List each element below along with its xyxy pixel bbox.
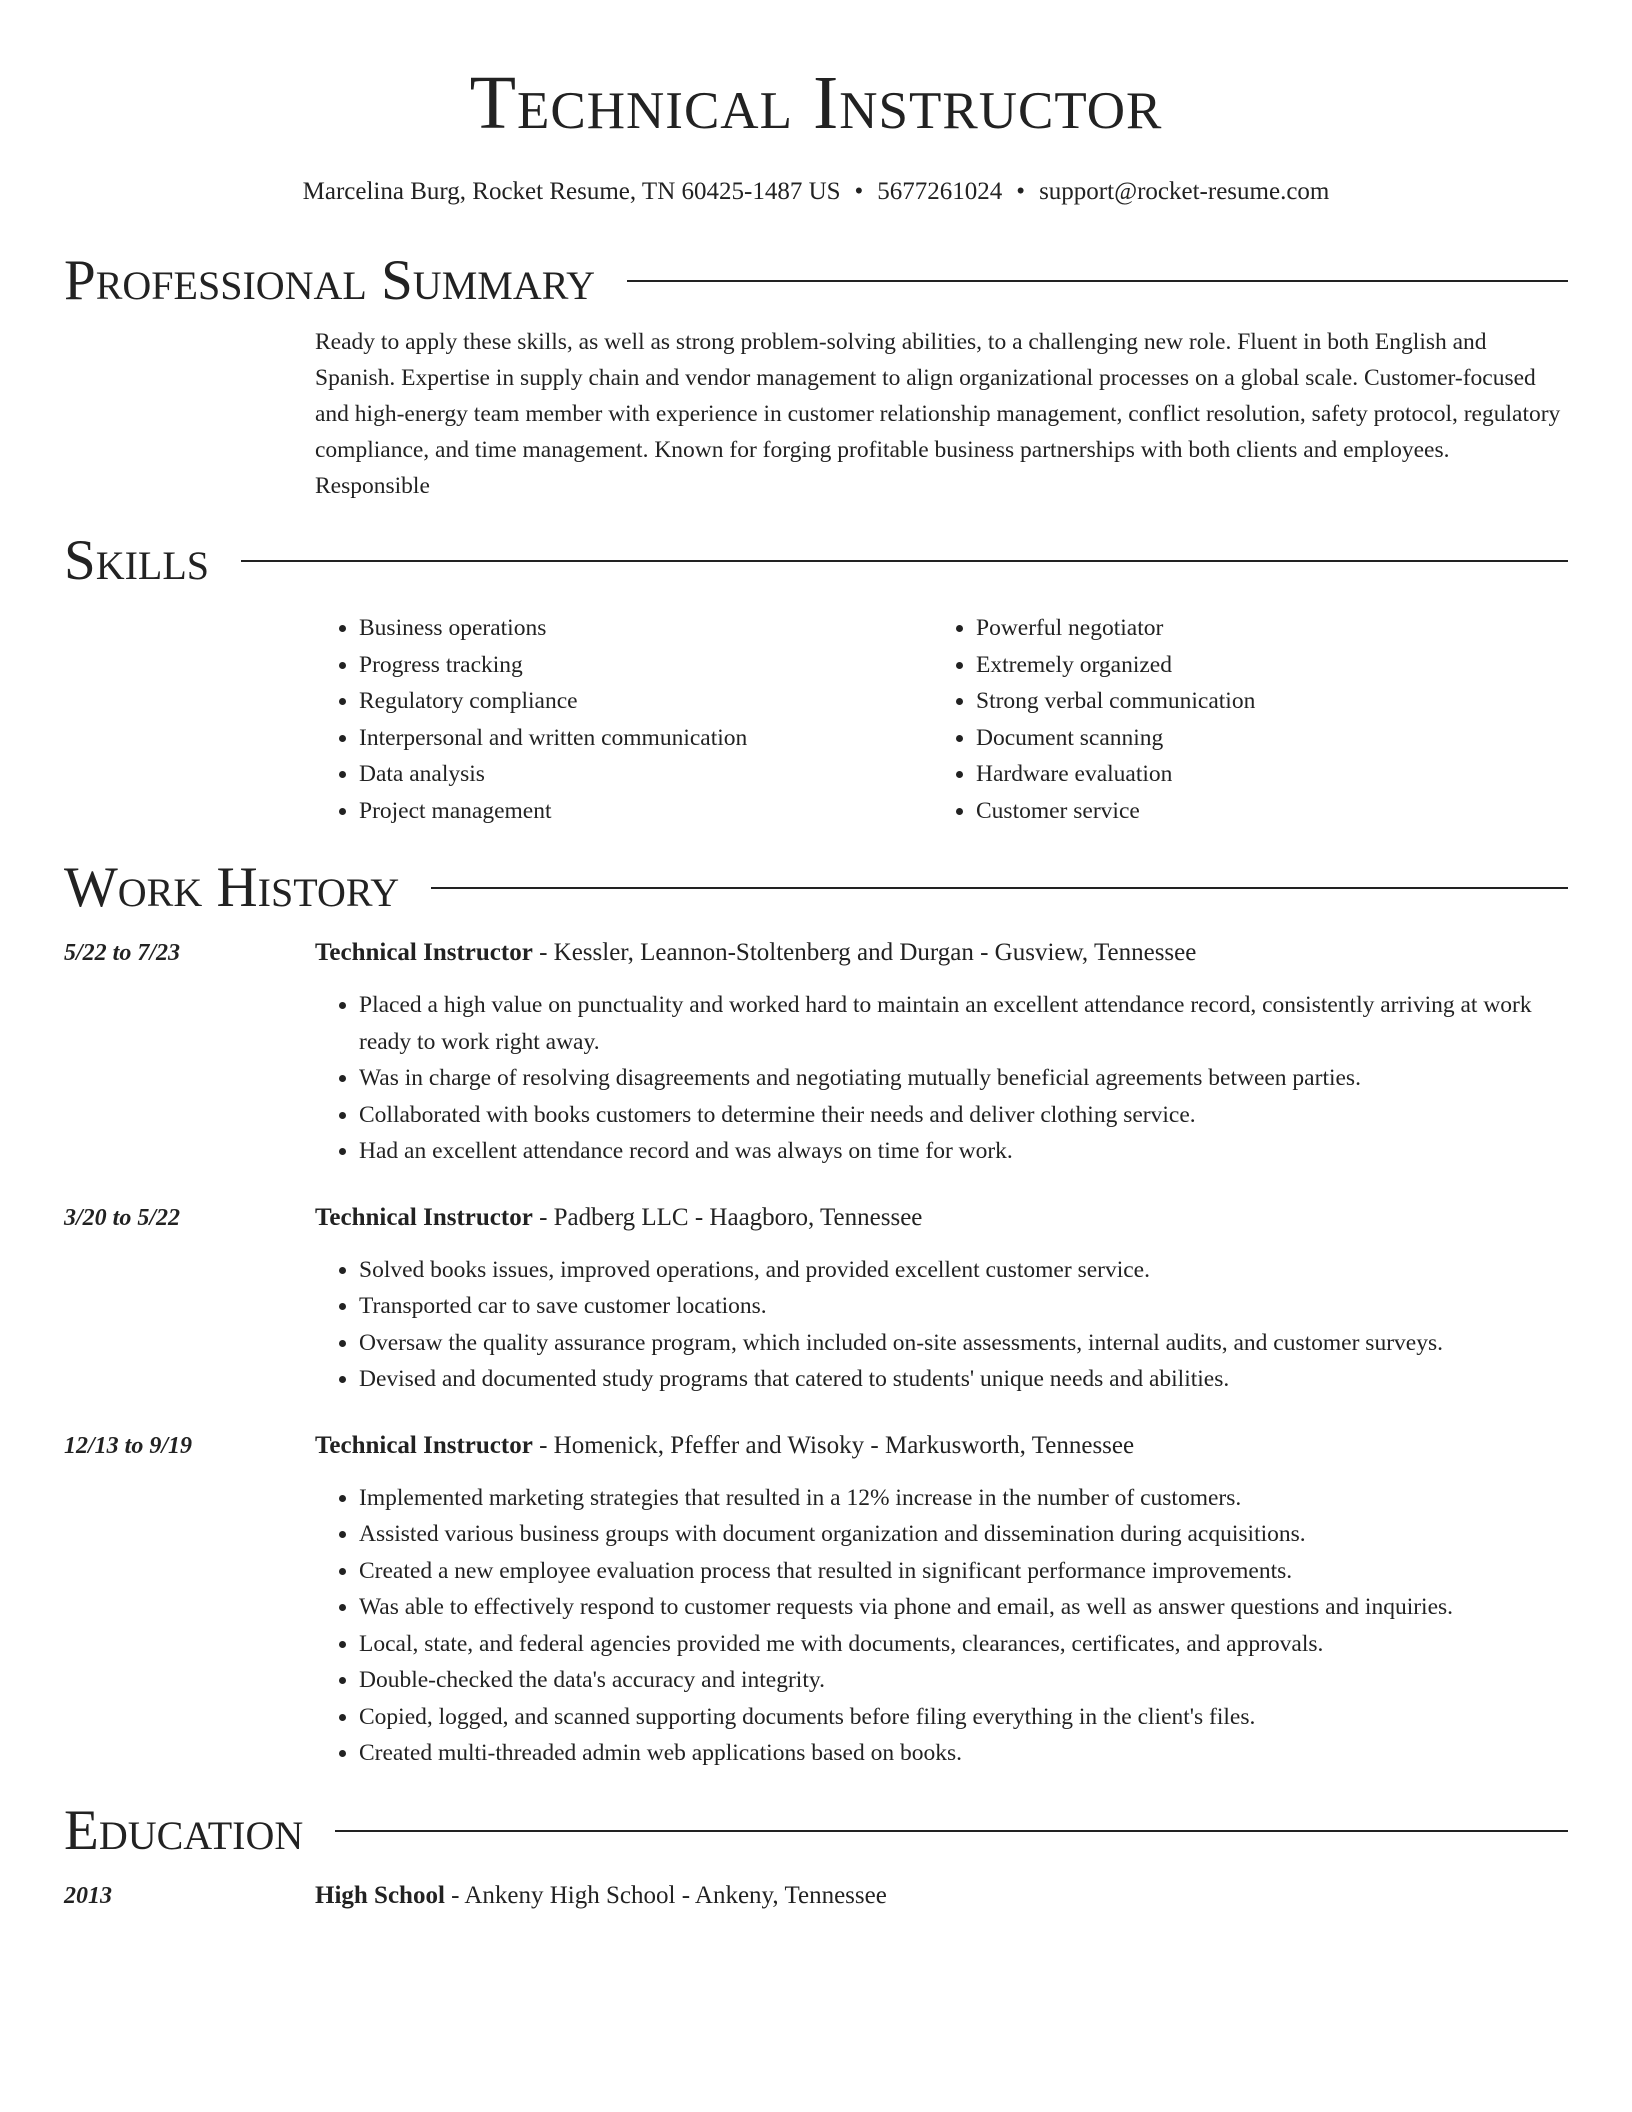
section-divider <box>431 887 1568 889</box>
job-title-line <box>315 935 1568 971</box>
job-dates: 12/13 to 9/19 <box>64 1432 193 1459</box>
summary-text: Ready to apply these skills, as well as strong problem-solving abilities, to a challenging new role. Fluent in both English and Spanish. Expertise in supply chain and vendor management to align organizational processes on a global scale. Customer-focused and high-energy team member with experience in customer relationship management, conflict resolution, safety protocol, regulatory compliance, and time management. Known for forging profitable business partnerships with both clients and employees. Responsible <box>315 329 1561 499</box>
skill-item: • Extremely organized <box>976 647 1549 684</box>
section-divider <box>241 560 1568 562</box>
work-heading: Work History <box>64 856 400 919</box>
skills-section-header <box>64 528 1568 594</box>
skill-item: • Powerful negotiator <box>976 610 1549 647</box>
job-details: - Homenick, Pfeffer and Wisoky - Markusworth, Tennessee <box>532 1431 1135 1459</box>
education-section-header <box>64 1798 1568 1864</box>
skill-item: • Data analysis <box>359 756 932 793</box>
summary-section-header <box>64 248 1568 314</box>
skills-heading: Skills <box>64 529 210 592</box>
skill-item: • Hardware evaluation <box>976 756 1549 793</box>
education-details: - Ankeny High School - Ankeny, Tennessee <box>444 1881 887 1909</box>
contact-address: Marcelina Burg, Rocket Resume, TN 60425-1487 US <box>302 178 841 205</box>
job-details: - Kessler, Leannon-Stoltenberg and Durgan - Gusview, Tennessee <box>532 939 1197 966</box>
education-year: 2013 <box>64 1882 112 1909</box>
job-bullet: • Collaborated with books customers to determine their needs and deliver clothing service. <box>359 1097 1568 1134</box>
skill-item: • Document scanning <box>976 720 1549 757</box>
job-entry <box>64 935 1568 1170</box>
job-role: Technical Instructor <box>315 1431 533 1459</box>
job-bullet: • Created multi-threaded admin web applications based on books. <box>359 1735 1568 1772</box>
education-title-line <box>315 1878 887 1914</box>
job-bullet: • Transported car to save customer locations. <box>359 1288 1568 1325</box>
job-details: - Padberg LLC - Haagboro, Tennessee <box>532 1203 923 1231</box>
resume-title: Technical Instructor <box>469 61 1163 145</box>
job-bullet: • Oversaw the quality assurance program, which included on-site assessments, internal audits, and customer surveys. <box>359 1325 1568 1362</box>
contact-separator: • <box>1016 178 1026 205</box>
contact-phone: 5677261024 <box>877 178 1003 205</box>
job-bullet: • Was able to effectively respond to customer requests via phone and email, as well as answer questions and inquiries. <box>359 1589 1568 1626</box>
job-dates: 3/20 to 5/22 <box>64 1204 181 1231</box>
skill-item: • Regulatory compliance <box>359 683 932 720</box>
section-divider <box>335 1830 1568 1832</box>
contact-separator: • <box>854 178 864 205</box>
job-bullet: • Copied, logged, and scanned supporting documents before filing everything in the client's files. <box>359 1699 1568 1736</box>
job-bullet: • Was in charge of resolving disagreements and negotiating mutually beneficial agreements between parties. <box>359 1060 1568 1097</box>
skill-item: • Project management <box>359 793 932 830</box>
skill-item: • Customer service <box>976 793 1549 830</box>
section-divider <box>627 280 1568 282</box>
education-degree: High School <box>315 1881 445 1909</box>
education-entry <box>64 1878 1568 1914</box>
job-bullet: • Assisted various business groups with document organization and dissemination during acquisitions. <box>359 1516 1568 1553</box>
skill-item: • Progress tracking <box>359 647 932 684</box>
job-entry <box>64 1428 1568 1772</box>
education-heading: Education <box>64 1798 304 1862</box>
job-bullet: • Double-checked the data's accuracy and integrity. <box>359 1662 1568 1699</box>
job-bullet: • Had an excellent attendance record and was always on time for work. <box>359 1133 1568 1170</box>
job-entry <box>64 1200 1568 1398</box>
skills-list <box>315 610 1568 829</box>
work-section-header <box>64 855 1568 921</box>
job-dates: 5/22 to 7/23 <box>64 940 181 966</box>
job-title-line <box>315 1428 1568 1464</box>
job-bullet: • Devised and documented study programs that catered to students' unique needs and abilities. <box>359 1361 1568 1398</box>
job-bullet: • Created a new employee evaluation process that resulted in significant performance improvements. <box>359 1553 1568 1590</box>
contact-line <box>64 176 1568 208</box>
skills-column-right <box>932 610 1549 829</box>
job-bullets <box>315 1252 1568 1398</box>
job-role: Technical Instructor <box>315 1203 533 1231</box>
contact-email: support@rocket-resume.com <box>1039 178 1330 205</box>
job-bullet: • Implemented marketing strategies that resulted in a 12% increase in the number of customers. <box>359 1480 1568 1517</box>
skill-item: • Interpersonal and written communication <box>359 720 932 757</box>
job-bullet: • Solved books issues, improved operations, and provided excellent customer service. <box>359 1252 1568 1289</box>
skill-item: • Business operations <box>359 610 932 647</box>
skills-column-left <box>315 610 932 829</box>
job-title-line <box>315 1200 1568 1236</box>
job-bullets <box>315 1480 1568 1772</box>
job-bullet: • Local, state, and federal agencies provided me with documents, clearances, certificates, and approvals. <box>359 1626 1568 1663</box>
skill-item: • Strong verbal communication <box>976 683 1549 720</box>
job-bullets <box>315 987 1568 1170</box>
job-bullet: • Placed a high value on punctuality and worked hard to maintain an excellent attendance record, consistently arriving at work ready to work right away. <box>359 987 1568 1060</box>
summary-heading: Professional Summary <box>64 249 596 312</box>
job-role: Technical Instructor <box>315 939 533 966</box>
